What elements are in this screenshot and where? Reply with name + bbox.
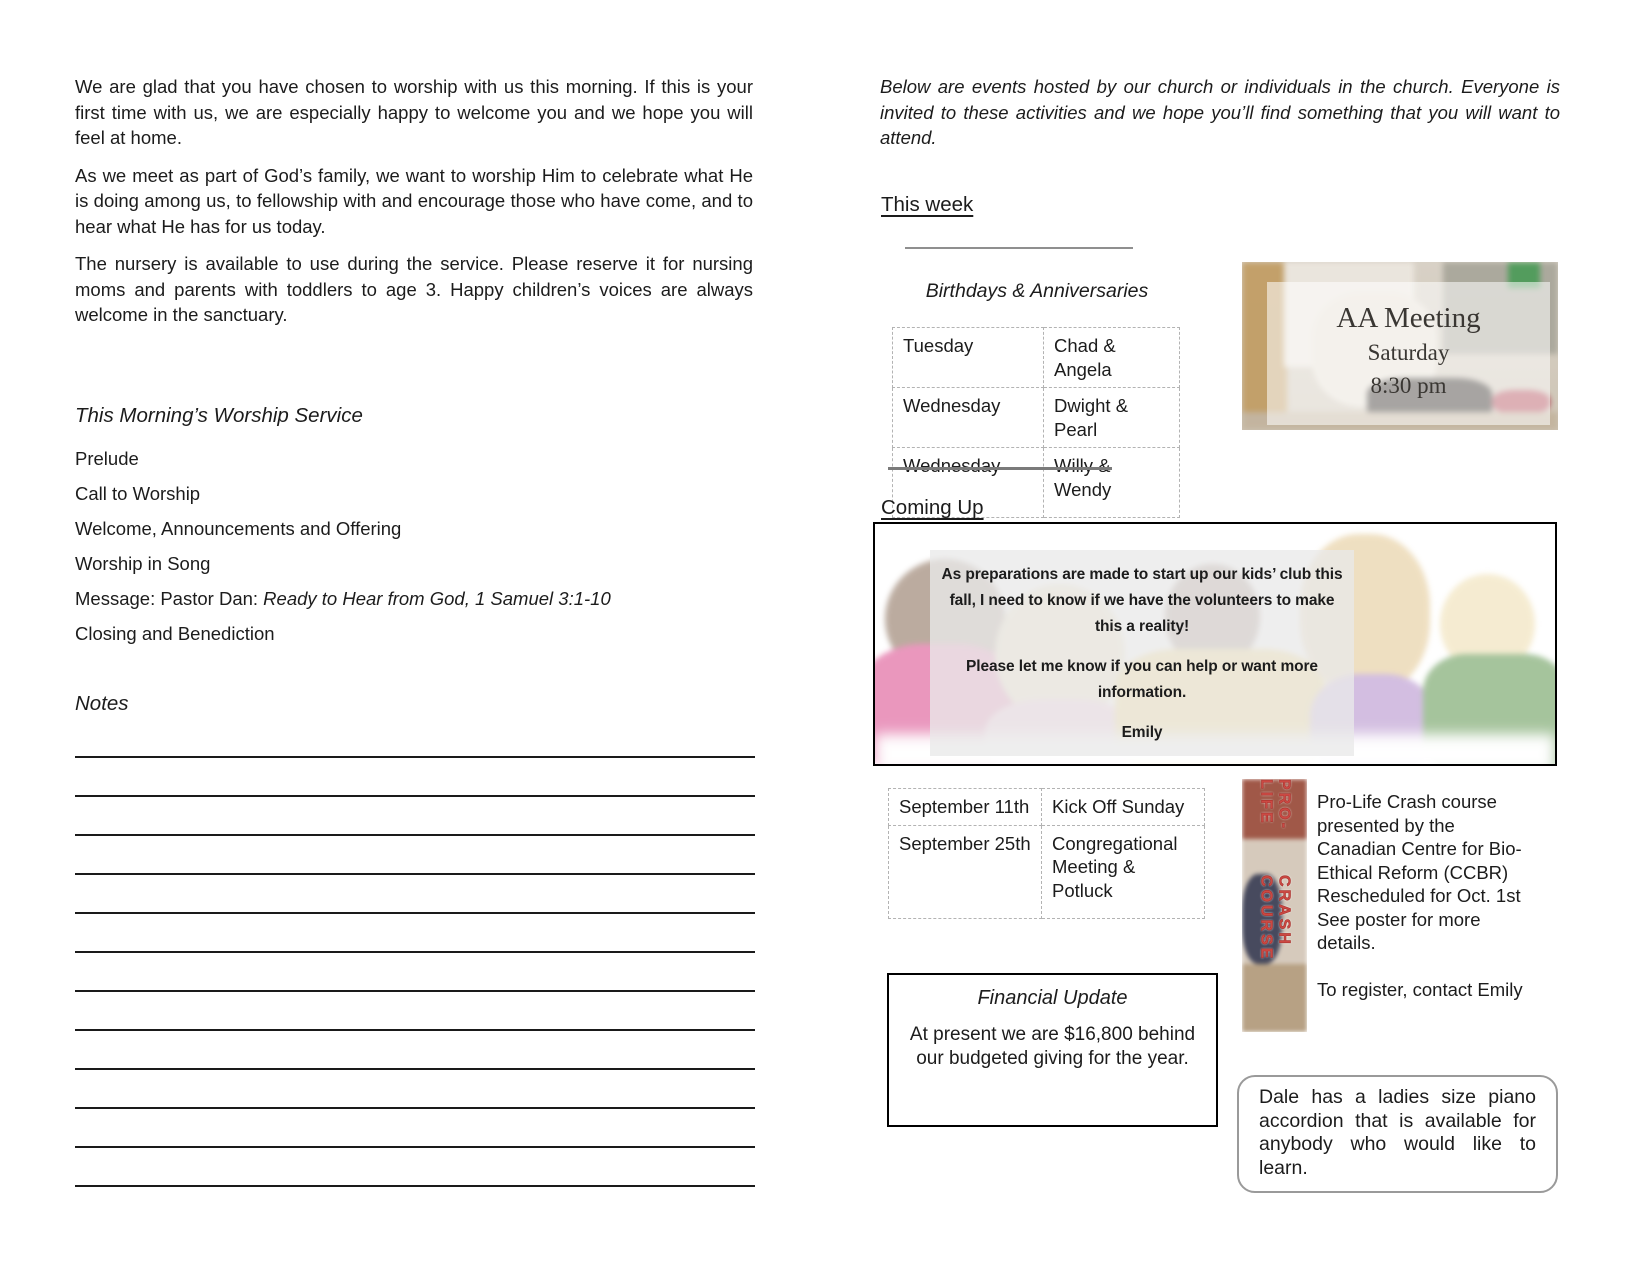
message-prefix: Message: Pastor Dan:: [75, 588, 264, 609]
birthday-day: Wednesday: [893, 448, 1044, 518]
kids-club-signature: Emily: [1121, 724, 1163, 741]
event-date: September 25th: [889, 825, 1042, 919]
birthday-day: Wednesday: [893, 388, 1044, 448]
birthdays-heading: Birthdays & Anniversaries: [925, 280, 1149, 302]
prolife-text-line: Rescheduled for Oct. 1st: [1317, 885, 1521, 906]
notes-line: [75, 875, 755, 914]
coming-up-heading: Coming Up: [881, 496, 984, 519]
kids-club-line: Please let me know if you can help or want more: [966, 658, 1318, 675]
notes-line: [75, 992, 755, 1031]
kids-club-line: this a reality!: [1094, 618, 1190, 635]
divider-top: [905, 247, 1133, 249]
prolife-text-line: presented by the: [1317, 814, 1455, 836]
service-item-closing: Closing and Benediction: [75, 623, 275, 644]
aa-meeting-time: 8:30 pm: [1370, 373, 1447, 398]
notes-line: [75, 1148, 755, 1187]
event-name: Congregational Meeting & Potluck: [1042, 825, 1205, 919]
birthdays-table: [892, 327, 1180, 518]
aa-meeting-day: Saturday: [1367, 340, 1450, 365]
birthday-names: Dwight & Pearl: [1044, 388, 1180, 448]
birthday-day: Tuesday: [893, 328, 1044, 388]
welcome-section: [75, 74, 753, 340]
prolife-poster-text: [1242, 779, 1307, 1032]
message-title: Ready to Hear from God, 1 Samuel 3:1-10: [263, 588, 611, 609]
table-row: [889, 825, 1205, 919]
event-date: September 11th: [889, 789, 1042, 826]
prolife-text-line: details.: [1317, 932, 1376, 953]
prolife-text-line: Pro-Life Crash course: [1317, 791, 1497, 812]
events-intro: Below are events hosted by our church or individuals in the church. Everyone is invited to these activities and we hope you’ll find something that you will want to attend.: [880, 76, 1560, 148]
event-name: Kick Off Sunday: [1042, 789, 1205, 826]
notes-line: [75, 758, 755, 797]
accordion-note-box: Dale has a ladies size piano accordion that is available for anybody who would like to learn.: [1237, 1075, 1558, 1193]
welcome-paragraph-2: As we meet as part of God’s family, we want to worship Him to celebrate what He is doing among us, to fellowship with and encourage those who have come, and to hear what He has for us today.: [75, 164, 753, 237]
aa-overlay-card: [1267, 282, 1550, 425]
kids-club-line: information.: [1097, 684, 1187, 701]
service-item-prelude: Prelude: [75, 448, 139, 469]
notes-lines: [75, 719, 755, 1187]
prolife-poster-line2: CRASH COURSE: [1257, 874, 1293, 962]
notes-line: [75, 1031, 755, 1070]
prolife-description: [1317, 790, 1560, 1001]
kids-club-line: fall, I need to know if we have the volunteers to make: [949, 592, 1335, 609]
september-table: [888, 788, 1205, 919]
service-item-worship-in-song: Worship in Song: [75, 553, 211, 574]
prolife-register-line: To register, contact Emily: [1317, 978, 1523, 1000]
this-week-heading: This week: [881, 193, 974, 216]
notes-line: [75, 1070, 755, 1109]
notes-line: [75, 1109, 755, 1148]
prolife-poster-line1: PRO-LIFE: [1257, 779, 1293, 831]
service-item-message: [75, 581, 753, 616]
prolife-poster-image: [1242, 779, 1307, 1032]
notes-line: [75, 836, 755, 875]
aa-meeting-photo: [1242, 262, 1558, 430]
notes-line: [75, 797, 755, 836]
service-order-list: [75, 441, 753, 651]
kids-club-message: [930, 550, 1354, 756]
notes-line: [75, 719, 755, 758]
table-row: [893, 328, 1180, 388]
table-row: [893, 388, 1180, 448]
birthday-names: Chad & Angela: [1044, 328, 1180, 388]
prolife-text-line: Ethical Reform (CCBR): [1317, 861, 1509, 883]
notes-line: [75, 914, 755, 953]
aa-meeting-title: AA Meeting: [1336, 302, 1481, 334]
prolife-text-line: See poster for more: [1317, 908, 1481, 930]
kids-club-line: As preparations are made to start up our kids’ club this: [941, 566, 1343, 583]
kids-club-box: [873, 522, 1557, 766]
notes-line: [75, 953, 755, 992]
financial-update-text: At present we are $16,800 behind our budgeted giving for the year.: [909, 1024, 1196, 1069]
welcome-paragraph-1: We are glad that you have chosen to worship with us this morning. If this is your first time with us, we are especially happy to welcome you and we hope you will feel at home.: [75, 76, 753, 148]
financial-update-heading: Financial Update: [977, 987, 1128, 1009]
prolife-text-line: Canadian Centre for Bio-: [1317, 838, 1522, 859]
welcome-paragraph-3: The nursery is available to use during the service. Please reserve it for nursing moms and parents with toddlers to age 3. Happy children’s voices are always welcome in the sanctuary.: [75, 253, 753, 325]
divider-bottom: [888, 467, 1112, 470]
birthday-names: Willy & Wendy: [1044, 448, 1180, 518]
financial-update-box: [887, 973, 1218, 1127]
notes-heading: Notes: [75, 692, 129, 715]
table-row: [889, 789, 1205, 826]
service-item-call-to-worship: Call to Worship: [75, 483, 201, 504]
service-item-welcome: Welcome, Announcements and Offering: [75, 518, 402, 539]
worship-service-heading: This Morning’s Worship Service: [75, 404, 363, 427]
